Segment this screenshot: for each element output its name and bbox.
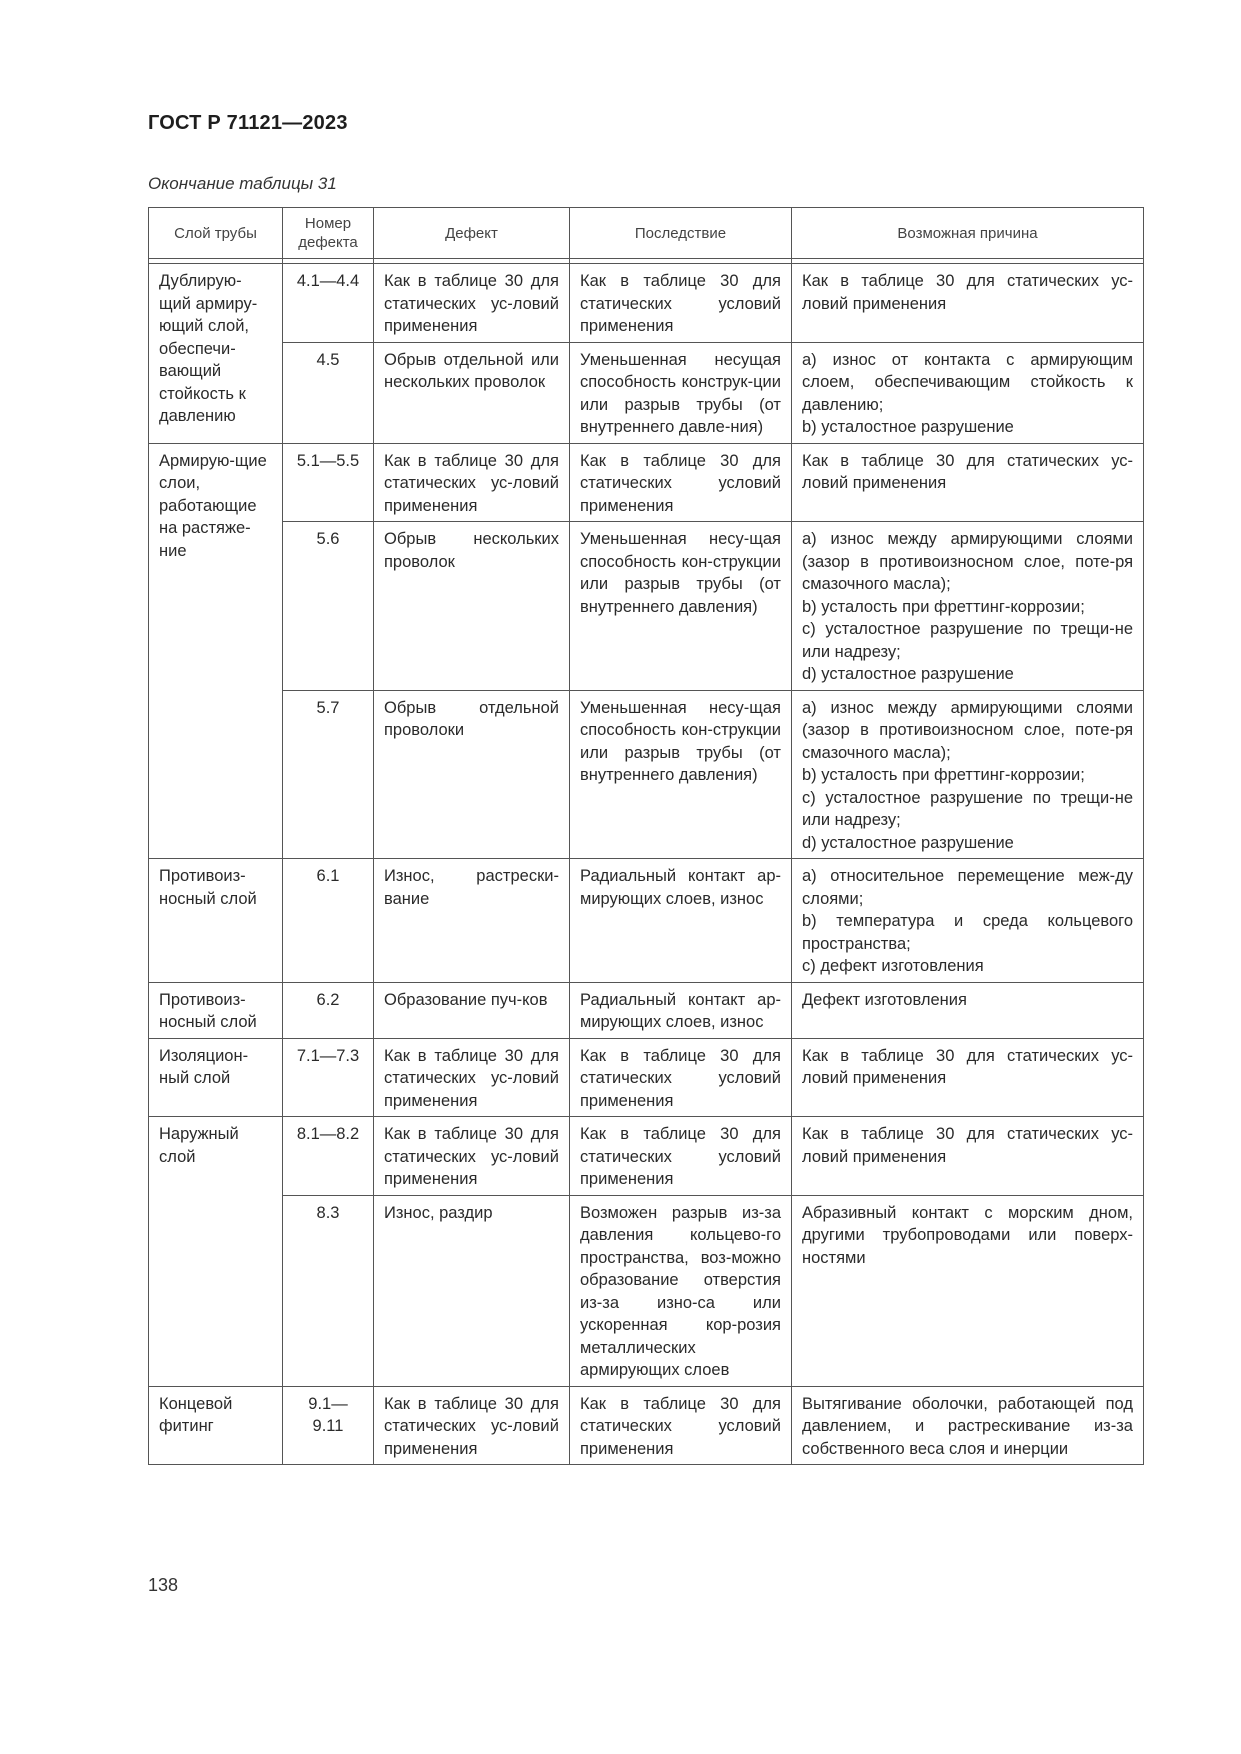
layer-cell: Армирую-щие слои, работающие на растяже-ние	[149, 443, 283, 859]
layer-cell: Изоляцион-ный слой	[149, 1038, 283, 1117]
consequence-cell: Как в таблице 30 для статических условий применения	[570, 443, 792, 522]
defect-number-cell: 9.1—9.11	[283, 1386, 374, 1465]
cause-item: Дефект изготовления	[802, 990, 967, 1009]
cause-cell	[792, 1195, 1144, 1386]
cause-item: a) износ между армирующими слоями (зазор в противоизносном слое, поте-ря смазочного масла);	[802, 698, 1133, 762]
defect-cell: Обрыв отдельной или нескольких проволок	[374, 342, 570, 443]
consequence-cell: Как в таблице 30 для статических условий применения	[570, 264, 792, 343]
defect-cell: Износ, раздир	[374, 1195, 570, 1386]
table-row	[149, 982, 1144, 1038]
defect-cell: Обрыв отдельной проволоки	[374, 690, 570, 859]
column-header-layer: Слой трубы	[149, 208, 283, 259]
cause-item: Как в таблице 30 для статических ус-ловий применения	[802, 1125, 1133, 1166]
consequence-cell: Как в таблице 30 для статических условий применения	[570, 1386, 792, 1465]
cause-cell	[792, 342, 1144, 443]
document-code: ГОСТ Р 71121—2023	[148, 112, 348, 134]
cause-item: Как в таблице 30 для статических ус-ловий применения	[802, 1046, 1133, 1087]
defect-cell: Как в таблице 30 для статических ус-ловий применения	[374, 264, 570, 343]
cause-item: d) усталостное разрушение	[802, 665, 1014, 683]
cause-cell	[792, 1038, 1144, 1117]
column-header-defect: Дефект	[374, 208, 570, 259]
table-row	[149, 1195, 1144, 1386]
table-row	[149, 522, 1144, 691]
defect-number-cell: 5.6	[283, 522, 374, 691]
table-row	[149, 264, 1144, 343]
layer-cell: Концевой фитинг	[149, 1386, 283, 1465]
defect-cell: Как в таблице 30 для статических ус-ловий применения	[374, 1386, 570, 1465]
layer-cell: Противоиз-носный слой	[149, 982, 283, 1038]
table-body	[149, 259, 1144, 1465]
defect-cell: Как в таблице 30 для статических ус-ловий применения	[374, 1038, 570, 1117]
cause-item: c) усталостное разрушение по трещи-не или надрезу;	[802, 788, 1133, 829]
defect-cell: Образование пуч-ков	[374, 982, 570, 1038]
consequence-cell: Уменьшенная несу-щая способность кон-струкции или разрыв трубы (от внутреннего давления)	[570, 690, 792, 859]
cause-item: b) температура и среда кольцевого пространства;	[802, 912, 1133, 953]
consequence-cell: Уменьшенная несу-щая способность кон-струкции или разрыв трубы (от внутреннего давления)	[570, 522, 792, 691]
defect-cell: Как в таблице 30 для статических ус-ловий применения	[374, 1117, 570, 1196]
consequence-cell: Радиальный контакт ар-мирующих слоев, износ	[570, 982, 792, 1038]
cause-item: d) усталостное разрушение	[802, 833, 1014, 852]
consequence-cell: Радиальный контакт ар-мирующих слоев, износ	[570, 859, 792, 983]
cause-item: a) относительное перемещение меж-ду слоями;	[802, 867, 1133, 908]
consequence-cell: Уменьшенная несущая способность конструк-ции или разрыв трубы (от внутреннего давле-ния)	[570, 342, 792, 443]
table-row	[149, 342, 1144, 443]
cause-cell	[792, 859, 1144, 983]
cause-item: b) усталость при фреттинг-коррозии;	[802, 766, 1085, 784]
cause-item: c) усталостное разрушение по трещи-не или надрезу;	[802, 620, 1133, 661]
consequence-cell: Как в таблице 30 для статических условий применения	[570, 1117, 792, 1196]
consequence-cell: Возможен разрыв из-за давления кольцево-го пространства, воз-можно образование отверстия из-за изно-са или ускоренная кор-розия металлических армирующих слоев	[570, 1195, 792, 1386]
defect-cell: Износ, растрески-вание	[374, 859, 570, 983]
table-header-row	[149, 208, 1144, 259]
cause-cell	[792, 982, 1144, 1038]
page-number: 138	[148, 1575, 179, 1595]
cause-cell	[792, 522, 1144, 691]
column-header-consequence: Последствие	[570, 208, 792, 259]
defect-number-cell: 6.1	[283, 859, 374, 983]
cause-item: Вытягивание оболочки, работающей под давлением, и растрескивание из-за собственного веса слоя и инерции	[802, 1394, 1133, 1458]
table-row	[149, 443, 1144, 522]
column-header-number: Номер дефекта	[283, 208, 374, 259]
layer-cell: Наружный слой	[149, 1117, 283, 1387]
table-row	[149, 1117, 1144, 1196]
cause-cell	[792, 1117, 1144, 1196]
table-row	[149, 1386, 1144, 1465]
cause-item: c) дефект изготовления	[802, 957, 984, 975]
table-caption: Окончание таблицы 31	[148, 174, 337, 193]
defect-number-cell: 5.7	[283, 690, 374, 859]
defects-table	[148, 207, 1144, 1465]
defect-number-cell: 6.2	[283, 982, 374, 1038]
defect-number-cell: 7.1—7.3	[283, 1038, 374, 1117]
column-header-cause: Возможная причина	[792, 208, 1144, 259]
cause-item: Абразивный контакт с морским дном, другими трубопроводами или поверх-ностями	[802, 1203, 1133, 1267]
layer-cell: Противоиз-носный слой	[149, 859, 283, 983]
defect-cell: Как в таблице 30 для статических ус-ловий применения	[374, 443, 570, 522]
table-row	[149, 690, 1144, 859]
cause-item: a) износ между армирующими слоями (зазор в противоизносном слое, поте-ря смазочного масла);	[802, 530, 1133, 593]
defect-cell: Обрыв нескольких проволок	[374, 522, 570, 691]
cause-item: b) усталостное разрушение	[802, 418, 1014, 436]
defect-number-cell: 8.1—8.2	[283, 1117, 374, 1196]
cause-item: a) износ от контакта с армирующим слоем, обеспечивающим стойкость к давлению;	[802, 350, 1133, 414]
cause-cell	[792, 443, 1144, 522]
cause-item: Как в таблице 30 для статических ус-ловий применения	[802, 451, 1133, 492]
defect-number-cell: 5.1—5.5	[283, 443, 374, 522]
table-row	[149, 1038, 1144, 1117]
table-row	[149, 859, 1144, 983]
cause-item: b) усталость при фреттинг-коррозии;	[802, 597, 1085, 616]
cause-cell	[792, 1386, 1144, 1465]
cause-cell	[792, 690, 1144, 859]
cause-cell	[792, 264, 1144, 343]
defect-number-cell: 4.5	[283, 342, 374, 443]
layer-cell: Дублирую-щий армиру-ющий слой, обеспечи-вающий стойкость к давлению	[149, 264, 283, 444]
cause-item: Как в таблице 30 для статических ус-ловий применения	[802, 272, 1133, 313]
consequence-cell: Как в таблице 30 для статических условий применения	[570, 1038, 792, 1117]
defect-number-cell: 4.1—4.4	[283, 264, 374, 343]
defect-number-cell: 8.3	[283, 1195, 374, 1386]
